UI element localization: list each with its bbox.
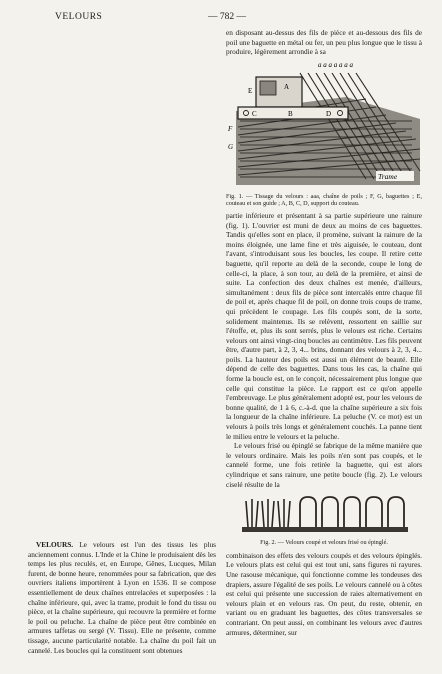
paragraph-continuation: en disposant au-dessus des fils de pièce et au-dessous des fils de poil une baguette en métal ou fer, un peu plus longue que le tissu à produire, légèrement arrondie à sa xyxy=(226,28,422,57)
figure-1-loom-illustration xyxy=(226,59,422,191)
figure-2-velvet-loops xyxy=(226,493,422,537)
figure-1-caption: Fig. 1. — Tissage du velours : aaa, chaîne de poils ; F, G, baguettes ; E, couteau et son guide ; A, B, C, D, support du couteau. xyxy=(226,192,422,208)
fig1-label-C: C xyxy=(252,109,257,118)
fig1-label-F: F xyxy=(228,124,233,133)
running-title: VELOURS xyxy=(55,12,103,22)
paragraph-variants: combinaison des effets des velours coupés et des velours épinglés. Le velours plats est celui qui est tout uni, sans figures ni rayures. Une rasouse mécanique, qui fonctionne comme les tondeuses des drapiers, assure l'égalité de ses poils. Le velours cannelé ou à côtes est celui qui présente une succession de raies alternativement en velours plain et en velours ras. On peut, du reste, obtenir, en variant ou en graduant les baguettes, des côtes transversales se contrariant. On peut aussi, en combinant les velours avec d'autres armures, déterminer, sur xyxy=(226,550,422,637)
fig1-label-G: G xyxy=(228,142,234,151)
ground-fabric xyxy=(242,527,408,532)
figure-2-caption: Fig. 2. — Velours coupé et velours frisé ou épinglé. xyxy=(260,539,388,547)
headword: VELOURS. xyxy=(36,540,74,549)
fig1-label-E: E xyxy=(248,86,253,95)
left-column xyxy=(28,540,216,655)
cut-velvet-tufts xyxy=(246,499,290,527)
page-header xyxy=(0,12,442,26)
intro-text: Le velours est l'un des tissus les plus anciennement connus. L'Inde et la Chine le produisaient dès les temps les plus reculés, et, en Europe, Gênes, Lucques, Milan furent, de bonne heure, renommées pour sa fabrication, que des ouvriers italiens importèrent à Lyon en 1536. Il se compose essentiellement de deux chaînes entrelacées et superposées : la chaîne inférieure, qui, avec la trame, produit le fond du tissu ou pièce, et la chaîne supérieure, qui recouvre la première et forme le poil ou peluche. La chaîne de pièce peut être combinée en armures taffetas ou sergé (V. Tissu). Elle ne présente, comme tissage, aucune particularité notable. La chaîne du poil fait un cannelé. Les boucles qui la constituent sont obtenues xyxy=(28,540,216,655)
article-intro xyxy=(28,540,216,655)
fig1-label-B: B xyxy=(288,109,293,118)
looped-velvet xyxy=(300,497,404,527)
page-number: — 782 — xyxy=(208,12,246,22)
paragraph-frise: Le velours frisé ou épinglé se fabrique de la même manière que le velours ordinaire. Mais les poils n'en sont pas coupés, et le cannelé forme, une fois retirée la baguette, qui est alors cylindrique et sans rainure, une petite boucle (fig. 2). Le velours ciselé résulte de la xyxy=(226,441,422,489)
fig1-label-D: D xyxy=(326,109,332,118)
right-column xyxy=(226,28,422,637)
fig1-label-A: A xyxy=(284,82,290,91)
paragraph-weaving-process: partie inférieure et présentant à sa partie supérieure une rainure (fig. 1). L'ouvrier est muni de deux au moins de ces baguettes. Tandis qu'elles sont en place, il promène, suivant la rainure de la moins éloignée, une lame fine et très aiguisée, le couteau, dont l'avant, s'introduisant sous les boucles, les coupe. Il retire cette baguette, qu'il reporte au delà de la seconde, coupe le long de celle-ci, la place, à son tour, au delà de la première, et ainsi de suite. La confection des deux chaînes est menée, d'ailleurs, simultanément : deux fils de pièce sont intercalés entre chaque fil de poil et, après chaque fil de poil, on donne trois coups de trame, qui précèdent le coupage. Les fils coupés sont, de la sorte, solidement maintenus. Ils se relèvent, ressortent en saillie sur l'étoffe, et, plus ils sont serrés, plus le velours est riche. Certains velours ont ainsi vingt-cinq boucles au centimètre. Les fils peuvent être, d'autre part, à 2, 3, 4... brins, donnant des velours à 2, 3, 4... poils. La hauteur des poils est aussi un élément de beauté. Elle dépend de celle des baguettes. Dans tous les cas, la chaîne qui forme la boucle est, on le conçoit, nécessairement plus longue que celle qui constitue la pièce. Le rapport est ce qu'on appelle l'embreuvage. Le plus généralement adopté est, pour les velours de bonne qualité, de 1 à 6, c.-à-d. que la chaîne supérieure a six fois la longueur de la chaîne inférieure. La peluche (V. ce mot) est un velours à poils très longs et généralement couchés. La panne tient le milieu entre le velours et la peluche. xyxy=(226,210,422,441)
fig1-label-trame: Trame xyxy=(378,171,398,181)
fig1-label-a: a a a a a a a xyxy=(318,60,353,69)
knife-guide xyxy=(260,81,276,95)
